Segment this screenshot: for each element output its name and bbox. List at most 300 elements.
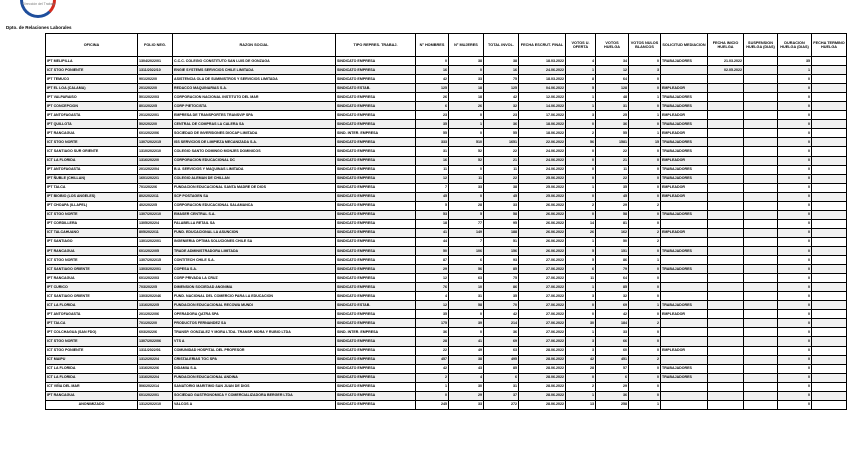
table-cell: 457 bbox=[416, 355, 449, 364]
table-cell: 27.06.2022 bbox=[519, 301, 566, 310]
table-cell: CONTITECH CHILE S.A. bbox=[173, 256, 336, 265]
table-cell: SINDICATO EMPRESA bbox=[336, 355, 416, 364]
table-cell bbox=[812, 111, 847, 120]
table-cell: CORP PIETOCISTA bbox=[173, 102, 336, 111]
table-cell: IPT CHOAPA (ILLAPEL) bbox=[46, 201, 138, 210]
table-cell: 601/2022/06 bbox=[138, 129, 173, 138]
table-cell: 12 bbox=[416, 301, 449, 310]
table-cell: 0 bbox=[778, 165, 812, 174]
table-row bbox=[46, 192, 847, 201]
table-cell bbox=[744, 210, 778, 219]
table-cell: 32 bbox=[596, 292, 629, 301]
table-cell: IPT RANCAGUA bbox=[46, 391, 138, 400]
table-cell: 701/2022/0 bbox=[138, 319, 173, 328]
table-row bbox=[46, 346, 847, 355]
table-cell: EMPLEADOR bbox=[661, 228, 708, 237]
table-cell: 0 bbox=[629, 165, 661, 174]
table-cell: 0 bbox=[629, 382, 661, 391]
table-cell: 502/2022/0 bbox=[138, 120, 173, 129]
table-cell: SINDICATO EMPRESA bbox=[336, 138, 416, 147]
table-cell: 42 bbox=[416, 364, 449, 373]
table-cell: 14.06.2022 bbox=[519, 102, 566, 111]
table-cell: SINDICATO EMPRESA bbox=[336, 256, 416, 265]
table-cell bbox=[708, 256, 744, 265]
table-cell: 15 bbox=[629, 138, 661, 147]
table-cell bbox=[708, 165, 744, 174]
table-cell: 0 bbox=[566, 174, 596, 183]
table-cell: 11 bbox=[484, 165, 519, 174]
table-cell: 4 bbox=[566, 57, 596, 66]
table-cell: 0 bbox=[778, 283, 812, 292]
table-cell: 22 bbox=[484, 147, 519, 156]
table-cell bbox=[812, 346, 847, 355]
table-cell: 35 bbox=[416, 120, 449, 129]
table-row bbox=[46, 400, 847, 409]
table-cell bbox=[744, 355, 778, 364]
column-header: FECHA INICIO HUELGA bbox=[708, 34, 744, 57]
table-cell bbox=[744, 129, 778, 138]
table-cell: 4 bbox=[416, 292, 449, 301]
table-cell bbox=[812, 129, 847, 138]
table-cell: 36 bbox=[596, 120, 629, 129]
table-cell bbox=[708, 283, 744, 292]
table-cell: 258 bbox=[596, 400, 629, 409]
table-cell bbox=[744, 256, 778, 265]
table-cell: 28 bbox=[449, 201, 484, 210]
table-cell: 27.06.2022 bbox=[519, 337, 566, 346]
table-cell: 0 bbox=[778, 301, 812, 310]
table-cell bbox=[812, 256, 847, 265]
table-cell: 0 bbox=[629, 283, 661, 292]
table-cell: 0 bbox=[778, 391, 812, 400]
table-cell: 1 bbox=[566, 93, 596, 102]
table-cell: 41 bbox=[416, 228, 449, 237]
table-cell: FALABELLA RETAIL SA bbox=[173, 219, 336, 228]
table-cell: 0 bbox=[778, 355, 812, 364]
table-cell bbox=[708, 400, 744, 409]
table-cell: SINDICATO EMPRESA bbox=[336, 174, 416, 183]
table-cell: 3 bbox=[566, 346, 596, 355]
table-cell: SINDICATO EMPRESA bbox=[336, 183, 416, 192]
table-cell bbox=[744, 237, 778, 246]
table-cell bbox=[708, 75, 744, 84]
table-cell bbox=[708, 391, 744, 400]
table-cell: 2 bbox=[629, 355, 661, 364]
table-cell bbox=[708, 102, 744, 111]
table-cell: 0 bbox=[778, 364, 812, 373]
table-cell: IPT VALPARAISO bbox=[46, 93, 138, 102]
table-cell: 34 bbox=[596, 57, 629, 66]
table-cell: 506/2022/14 bbox=[138, 382, 173, 391]
table-cell: 802/2022/11 bbox=[138, 192, 173, 201]
table-cell bbox=[708, 274, 744, 283]
table-cell: 1 bbox=[566, 102, 596, 111]
table-cell: 36 bbox=[484, 120, 519, 129]
table-cell: 0 bbox=[778, 210, 812, 219]
table-cell bbox=[661, 391, 708, 400]
column-header: VOTOS HUELGA bbox=[596, 34, 629, 57]
table-cell: SANATORIO MARITIMO SAN JUAN DE DIOS bbox=[173, 382, 336, 391]
table-cell: 1307/2022/15 bbox=[138, 138, 173, 147]
table-cell: 1651 bbox=[484, 138, 519, 147]
table-cell: 0 bbox=[629, 57, 661, 66]
table-cell: 33 bbox=[484, 201, 519, 210]
table-cell bbox=[708, 319, 744, 328]
table-cell: SINDICATO EMPRESA bbox=[336, 93, 416, 102]
table-cell: 272 bbox=[484, 400, 519, 409]
table-cell: 0 bbox=[778, 256, 812, 265]
table-cell: 1 bbox=[629, 93, 661, 102]
table-cell: 1 bbox=[566, 283, 596, 292]
table-cell bbox=[708, 156, 744, 165]
table-cell bbox=[661, 66, 708, 75]
table-cell bbox=[661, 283, 708, 292]
table-cell: IPT RANCAGUA bbox=[46, 274, 138, 283]
table-cell: 27.06.2022 bbox=[519, 310, 566, 319]
table-cell: IPT TEMUCO bbox=[46, 75, 138, 84]
table-cell bbox=[812, 310, 847, 319]
table-cell: 51 bbox=[484, 237, 519, 246]
table-cell: SINDICATO EMPRESA bbox=[336, 382, 416, 391]
column-header: FECHA TERMINO HUELGA bbox=[812, 34, 847, 57]
table-cell: 22 bbox=[596, 147, 629, 156]
table-cell: 0 bbox=[629, 156, 661, 165]
table-cell: 27.06.2022 bbox=[519, 274, 566, 283]
table-cell bbox=[708, 328, 744, 337]
table-cell: 37 bbox=[484, 391, 519, 400]
table-cell: 2 bbox=[629, 201, 661, 210]
table-cell: 55 bbox=[416, 129, 449, 138]
table-cell: SINDICATO EMPRESA bbox=[336, 283, 416, 292]
table-row bbox=[46, 246, 847, 255]
table-cell: SOCIEDAD DE INVERSIONES DIOCAP LIMITADA bbox=[173, 129, 336, 138]
table-cell bbox=[708, 84, 744, 93]
table-cell: 36 bbox=[596, 391, 629, 400]
table-cell: 1316/2022/4 bbox=[138, 373, 173, 382]
table-cell: 87 bbox=[416, 256, 449, 265]
table-cell: 56 bbox=[449, 265, 484, 274]
table-cell: 0 bbox=[629, 328, 661, 337]
table-cell bbox=[708, 292, 744, 301]
table-cell: 25.06.2022 bbox=[519, 174, 566, 183]
table-cell: 201/2022/04 bbox=[138, 165, 173, 174]
table-cell: 0 bbox=[629, 174, 661, 183]
table-cell: 02.05.2022 bbox=[708, 66, 744, 75]
table-cell bbox=[812, 283, 847, 292]
table-cell: 0 bbox=[778, 111, 812, 120]
table-cell: 28.06.2022 bbox=[519, 346, 566, 355]
table-cell: 1 bbox=[778, 66, 812, 75]
table-cell bbox=[744, 373, 778, 382]
table-cell: 6 bbox=[566, 265, 596, 274]
table-cell: 1 bbox=[629, 129, 661, 138]
table-cell: 1581 bbox=[596, 138, 629, 147]
table-cell: IPT COLCHAGUA (SAN FDO) bbox=[46, 328, 138, 337]
table-cell: 48 bbox=[596, 93, 629, 102]
table-cell: EMPLEADOR bbox=[661, 156, 708, 165]
table-cell: 52 bbox=[449, 156, 484, 165]
table-cell: EMASER CENTRAL S.A. bbox=[173, 210, 336, 219]
table-cell: 501/2022/03 bbox=[138, 93, 173, 102]
table-cell: 28.06.2022 bbox=[519, 373, 566, 382]
table-cell: 0 bbox=[449, 129, 484, 138]
table-cell: TRABAJADORES bbox=[661, 102, 708, 111]
table-cell: 22 bbox=[484, 174, 519, 183]
table-cell: 1307/2022/10 bbox=[138, 210, 173, 219]
table-cell: SINDICATO EMPRESA bbox=[336, 210, 416, 219]
table-cell: ICT LA FLORIDA bbox=[46, 364, 138, 373]
table-cell: 31 bbox=[449, 292, 484, 301]
table-cell: 16 bbox=[484, 66, 519, 75]
table-cell: 2 bbox=[566, 129, 596, 138]
table-cell: 28.06.2022 bbox=[519, 400, 566, 409]
table-cell: 55 bbox=[596, 129, 629, 138]
table-row bbox=[46, 138, 847, 147]
table-cell bbox=[812, 228, 847, 237]
table-cell: 22 bbox=[596, 174, 629, 183]
table-cell: 25.06.2022 bbox=[519, 192, 566, 201]
table-cell: 162 bbox=[596, 228, 629, 237]
table-cell: 38 bbox=[449, 57, 484, 66]
table-cell: 0 bbox=[778, 147, 812, 156]
table-cell: TRANSP. GONZALEZ Y MORA LTDA. TRANSP. MORA Y RUBIO LTDA bbox=[173, 328, 336, 337]
table-cell bbox=[812, 93, 847, 102]
table-cell: 27.06.2022 bbox=[519, 328, 566, 337]
table-cell: 36 bbox=[484, 328, 519, 337]
table-cell: 1 bbox=[629, 256, 661, 265]
table-cell: 28 bbox=[416, 337, 449, 346]
table-cell: 0 bbox=[778, 219, 812, 228]
table-cell bbox=[744, 219, 778, 228]
table-cell: 11 bbox=[449, 174, 484, 183]
table-cell: TRABAJADORES bbox=[661, 364, 708, 373]
table-row bbox=[46, 120, 847, 129]
table-cell: IPT RANCAGUA bbox=[46, 129, 138, 138]
table-cell: CORPORACION EDUCACIONAL DC bbox=[173, 156, 336, 165]
table-cell: 57 bbox=[596, 364, 629, 373]
table-cell bbox=[812, 319, 847, 328]
table-cell: 3 bbox=[629, 66, 661, 75]
table-cell: EMPLEADOR bbox=[661, 129, 708, 138]
table-cell: 27.06.2022 bbox=[519, 319, 566, 328]
table-cell: 0 bbox=[778, 102, 812, 111]
table-row bbox=[46, 201, 847, 210]
table-cell bbox=[708, 201, 744, 210]
table-cell bbox=[708, 129, 744, 138]
table-row bbox=[46, 228, 847, 237]
table-cell: SINDICATO EMPRESA bbox=[336, 319, 416, 328]
table-cell: SINDICATO EMPRESA bbox=[336, 400, 416, 409]
table-cell: 2 bbox=[629, 237, 661, 246]
table-cell: IPT CORDILLERA bbox=[46, 219, 138, 228]
table-cell: 56 bbox=[566, 138, 596, 147]
table-cell: 22 bbox=[416, 346, 449, 355]
table-cell: 1311/2022/10 bbox=[138, 66, 173, 75]
table-cell: SINDICATO EMPRESA bbox=[336, 310, 416, 319]
table-cell: 0 bbox=[566, 301, 596, 310]
table-cell: ICT STGO NORTE bbox=[46, 337, 138, 346]
table-cell: SINDICATO EMPRESA bbox=[336, 237, 416, 246]
table-cell: 0 bbox=[629, 292, 661, 301]
table-cell bbox=[812, 337, 847, 346]
table-row bbox=[46, 111, 847, 120]
table-cell: 85 bbox=[484, 265, 519, 274]
table-cell: 86 bbox=[596, 256, 629, 265]
table-cell: 0 bbox=[566, 192, 596, 201]
table-cell: FUND. EDUCACIONAL LA ASUNCION bbox=[173, 228, 336, 237]
table-cell bbox=[812, 165, 847, 174]
table-cell: 0 bbox=[629, 147, 661, 156]
table-cell bbox=[708, 138, 744, 147]
table-cell: 33 bbox=[596, 328, 629, 337]
table-cell: 0 bbox=[778, 93, 812, 102]
table-row bbox=[46, 66, 847, 75]
table-cell bbox=[708, 174, 744, 183]
table-cell: 23 bbox=[484, 111, 519, 120]
table-cell: ICT STGO NORTE bbox=[46, 138, 138, 147]
table-cell: ICT STGO PONIENTE bbox=[46, 346, 138, 355]
table-cell: 6 bbox=[449, 256, 484, 265]
table-cell: 64 bbox=[596, 274, 629, 283]
table-cell: ICT TALCAHUANO bbox=[46, 228, 138, 237]
table-cell: 12.06.2022 bbox=[519, 93, 566, 102]
table-cell: 6 bbox=[416, 102, 449, 111]
table-cell: 52 bbox=[449, 147, 484, 156]
table-cell: EMPLEADOR bbox=[661, 111, 708, 120]
table-cell: COMUNIDAD HOSPITAL DEL PROFESOR bbox=[173, 346, 336, 355]
table-cell bbox=[661, 292, 708, 301]
table-cell: 0 bbox=[629, 210, 661, 219]
table-cell: ICT LA FLORIDA bbox=[46, 156, 138, 165]
table-cell: 0 bbox=[778, 328, 812, 337]
table-cell bbox=[812, 102, 847, 111]
table-cell: 30 bbox=[566, 319, 596, 328]
table-cell bbox=[661, 319, 708, 328]
table-cell: 1316/2022/0 bbox=[138, 156, 173, 165]
column-header: OFICINA bbox=[46, 34, 138, 57]
table-cell: SINDICATO EMPRESA bbox=[336, 120, 416, 129]
table-cell bbox=[812, 237, 847, 246]
table-cell bbox=[708, 346, 744, 355]
table-cell bbox=[744, 319, 778, 328]
table-cell bbox=[708, 355, 744, 364]
table-cell: IPT TALCA bbox=[46, 183, 138, 192]
table-cell: B.U. SERVICIOS Y MAQUINAS LIMITADA bbox=[173, 165, 336, 174]
table-cell bbox=[744, 246, 778, 255]
table-cell: IPT RANCAGUA bbox=[46, 246, 138, 255]
table-cell: 0 bbox=[629, 364, 661, 373]
table-cell: 2 bbox=[566, 201, 596, 210]
table-cell: ICT SANTIAGO SUR ORIENTE bbox=[46, 147, 138, 156]
table-cell: 45 bbox=[416, 192, 449, 201]
table-cell: CORP PRIVADA LA CRUZ bbox=[173, 274, 336, 283]
table-cell: 149 bbox=[449, 228, 484, 237]
table-row bbox=[46, 274, 847, 283]
table-cell: 1 bbox=[629, 111, 661, 120]
table-cell: INGENIERIA OPTIMA SOLUCIONES CHILE SA bbox=[173, 237, 336, 246]
table-row bbox=[46, 364, 847, 373]
table-cell bbox=[812, 400, 847, 409]
table-cell: REDACCO MAQUINARIAS S.A. bbox=[173, 84, 336, 93]
table-cell bbox=[812, 328, 847, 337]
table-cell: 1312/2022/10 bbox=[138, 400, 173, 409]
table-row bbox=[46, 319, 847, 328]
table-cell: 35 bbox=[484, 292, 519, 301]
table-cell: SINDICATO EMPRESA bbox=[336, 265, 416, 274]
table-cell bbox=[812, 292, 847, 301]
table-cell: 75 bbox=[484, 274, 519, 283]
table-row bbox=[46, 147, 847, 156]
table-cell: SINDICATO EMPRESA bbox=[336, 346, 416, 355]
table-cell: 0 bbox=[778, 265, 812, 274]
table-cell: 156 bbox=[484, 246, 519, 255]
table-cell bbox=[708, 237, 744, 246]
table-cell: 1 bbox=[566, 391, 596, 400]
table-cell: 5 bbox=[566, 256, 596, 265]
table-cell: 1311/2022/01 bbox=[138, 346, 173, 355]
table-cell bbox=[744, 147, 778, 156]
table-row bbox=[46, 219, 847, 228]
table-cell bbox=[812, 120, 847, 129]
table-cell: SINDICATO EMPRESA bbox=[336, 147, 416, 156]
table-cell: 0 bbox=[566, 156, 596, 165]
table-cell: TRABAJADORES bbox=[661, 174, 708, 183]
table-cell: 0 bbox=[566, 210, 596, 219]
table-cell: 53 bbox=[416, 210, 449, 219]
table-cell bbox=[708, 337, 744, 346]
table-cell: 1 bbox=[416, 382, 449, 391]
table-cell: SINDICATO EMPRESA bbox=[336, 228, 416, 237]
table-cell: 0 bbox=[778, 237, 812, 246]
table-cell bbox=[812, 147, 847, 156]
table-cell: IPT MELIPILLA bbox=[46, 57, 138, 66]
table-cell: 21 bbox=[596, 156, 629, 165]
column-header: TIPO REPRES. TRABAJ. bbox=[336, 34, 416, 57]
table-cell: 1307/2022/06 bbox=[138, 337, 173, 346]
table-cell: 26.06.2022 bbox=[519, 237, 566, 246]
table-row bbox=[46, 57, 847, 66]
table-cell: 4 bbox=[449, 373, 484, 382]
table-cell: 0 bbox=[778, 192, 812, 201]
table-cell bbox=[744, 228, 778, 237]
table-row bbox=[46, 292, 847, 301]
table-cell: 28.06.2022 bbox=[519, 364, 566, 373]
table-cell: FUND. NACIONAL DEL COMERCIO PARA LA EDUCACION bbox=[173, 292, 336, 301]
table-cell: 31 bbox=[484, 382, 519, 391]
table-cell: 0 bbox=[629, 274, 661, 283]
table-cell: ASISTENCIA OLA DE SUMINISTROS Y SERVICIOS LIMITADA bbox=[173, 75, 336, 84]
table-cell: 16 bbox=[416, 156, 449, 165]
table-cell: 12 bbox=[416, 174, 449, 183]
table-cell: 125 bbox=[416, 84, 449, 93]
table-cell bbox=[708, 93, 744, 102]
table-cell: CORPORACION EDUCACIONAL SALAMANCA bbox=[173, 201, 336, 210]
table-cell: 2 bbox=[629, 319, 661, 328]
column-header: SOLICITUD MEDIACION bbox=[661, 34, 708, 57]
table-cell: 0 bbox=[778, 400, 812, 409]
table-cell bbox=[744, 283, 778, 292]
table-cell: 42 bbox=[484, 310, 519, 319]
table-cell: TRABAJADORES bbox=[661, 246, 708, 255]
table-cell: 0 bbox=[566, 165, 596, 174]
table-cell: 0 bbox=[566, 147, 596, 156]
table-cell: EMPRESA DE TRANSPORTES TRANSVIP SPA bbox=[173, 111, 336, 120]
table-cell: 27.06.2022 bbox=[519, 256, 566, 265]
table-cell: 31 bbox=[596, 102, 629, 111]
column-header: RAZON SOCIAL bbox=[173, 34, 336, 57]
table-row bbox=[46, 310, 847, 319]
table-cell: 1316/2022/5 bbox=[138, 301, 173, 310]
